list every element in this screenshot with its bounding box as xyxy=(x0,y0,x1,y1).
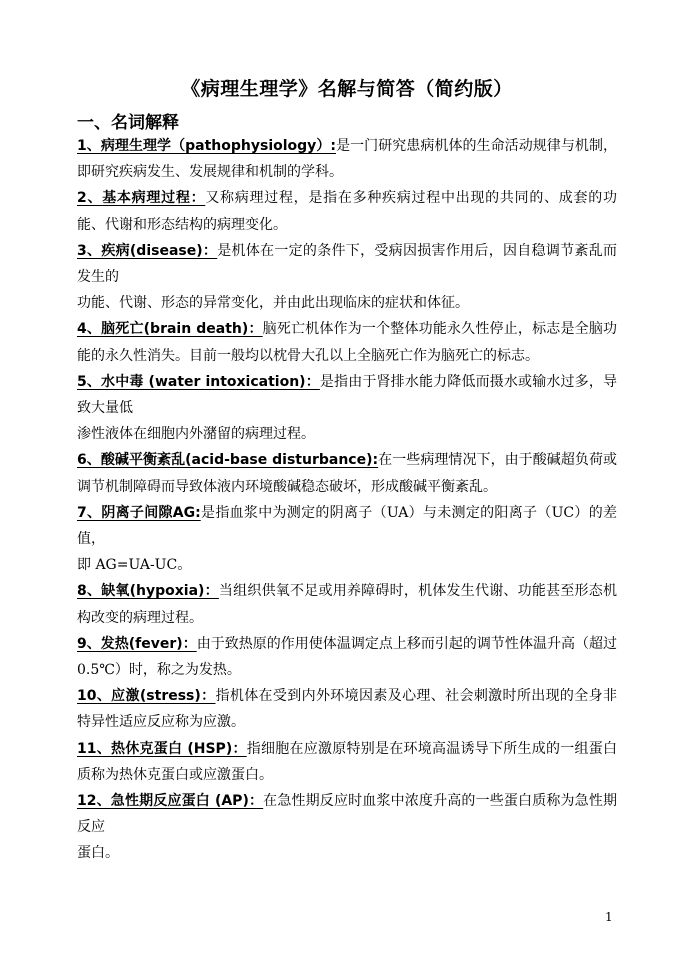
entry-continuation: 功能、代谢、形态的异常变化，并由此出现临床的症状和体征。 xyxy=(77,295,469,312)
entry-term: 5、水中毒 (water intoxication)： xyxy=(77,373,320,390)
entry-definition: 是指血浆中为测定的阴离子（UA）与未测定的阳离子（UC）的差值， xyxy=(77,504,617,548)
entry-definition: 由于致热原的作用使体温调定点上移而引起的调节性体温升高（超过 0.5℃）时，称之为发热。 xyxy=(77,635,618,679)
glossary-entry-1 xyxy=(77,133,617,185)
glossary-entry-8 xyxy=(77,578,617,630)
entry-continuation: 即 AG=UA-UC。 xyxy=(77,557,192,574)
entry-term: 4、脑死亡(brain death)： xyxy=(77,321,263,338)
entry-term: 12、急性期反应蛋白 (AP)： xyxy=(77,793,264,810)
entry-term: 6、酸碱平衡紊乱(acid-base disturbance): xyxy=(77,452,379,469)
entry-definition: 是一门研究患病机体的生命活动规律与机制，即研究疾病发生、发展规律和机制的学科。 xyxy=(77,138,618,181)
glossary-entry-12 xyxy=(77,788,617,867)
entry-definition: 指细胞在应激原特别是在环境高温诱导下所生成的一组蛋白质称为热休克蛋白或应激蛋白。 xyxy=(77,740,618,783)
entry-definition: 又称病理过程，是指在多种疾病过程中出现的共同的、成套的功能、代谢和形态结构的病理变化。 xyxy=(77,190,617,233)
entry-continuation: 渗性液体在细胞内外潴留的病理过程。 xyxy=(77,426,315,443)
entry-definition: 在急性期反应时血浆中浓度升高的一些蛋白质称为急性期反应 xyxy=(77,793,618,836)
entry-continuation: 蛋白。 xyxy=(77,845,119,862)
entry-definition: 是指由于肾排水能力降低而摄水或输水过多，导致大量低 xyxy=(77,373,617,417)
entry-term: 2、基本病理过程： xyxy=(77,190,206,207)
entry-definition: 当组织供氧不足或用养障碍时，机体发生代谢、功能甚至形态机构改变的病理过程。 xyxy=(77,583,618,626)
entry-term: 1、病理生理学（pathophysiology）: xyxy=(77,138,337,154)
page-number: 1 xyxy=(605,910,613,924)
glossary-entry-4 xyxy=(77,316,617,368)
glossary-entry-10 xyxy=(77,683,617,735)
glossary-entry-11 xyxy=(77,736,617,788)
entry-definition: 脑死亡机体作为一个整体功能永久性停止，标志是全脑功能的永久性消失。目前一般均以枕骨大孔以上全脑死亡作为脑死亡的标志。 xyxy=(77,321,617,364)
entry-term: 8、缺氧(hypoxia)： xyxy=(77,583,219,600)
entry-definition: 在一些病理情况下，由于酸碱超负荷或调节机制障碍而导致体液内环境酸碱稳态破坏，形成酸碱平衡紊乱。 xyxy=(77,452,617,495)
glossary-entry-3 xyxy=(77,238,617,317)
glossary-entry-5 xyxy=(77,369,617,448)
entry-term: 9、发热(fever)： xyxy=(77,635,197,652)
entry-term: 3、疾病(disease)： xyxy=(77,242,218,259)
entry-definition: 指机体在受到内外环境因素及心理、社会刺激时所出现的全身非特异性适应反应称为应激。 xyxy=(77,688,617,731)
entry-definition: 是机体在一定的条件下，受病因损害作用后，因自稳调节紊乱而发生的 xyxy=(77,242,617,286)
glossary-entry-9 xyxy=(77,631,617,683)
entry-term: 7、阴离子间隙AG: xyxy=(77,504,201,521)
entry-term: 10、应激(stress)： xyxy=(77,688,216,705)
glossary-entry-2 xyxy=(77,185,617,237)
glossary-entry-6 xyxy=(77,447,617,499)
glossary-entry-7 xyxy=(77,500,617,579)
document-title: 《病理生理学》名解与简答（简约版） xyxy=(181,78,513,100)
glossary-list xyxy=(77,133,617,867)
entry-term: 11、热休克蛋白 (HSP)： xyxy=(77,740,247,757)
section-heading: 一、名词解释 xyxy=(77,113,179,133)
